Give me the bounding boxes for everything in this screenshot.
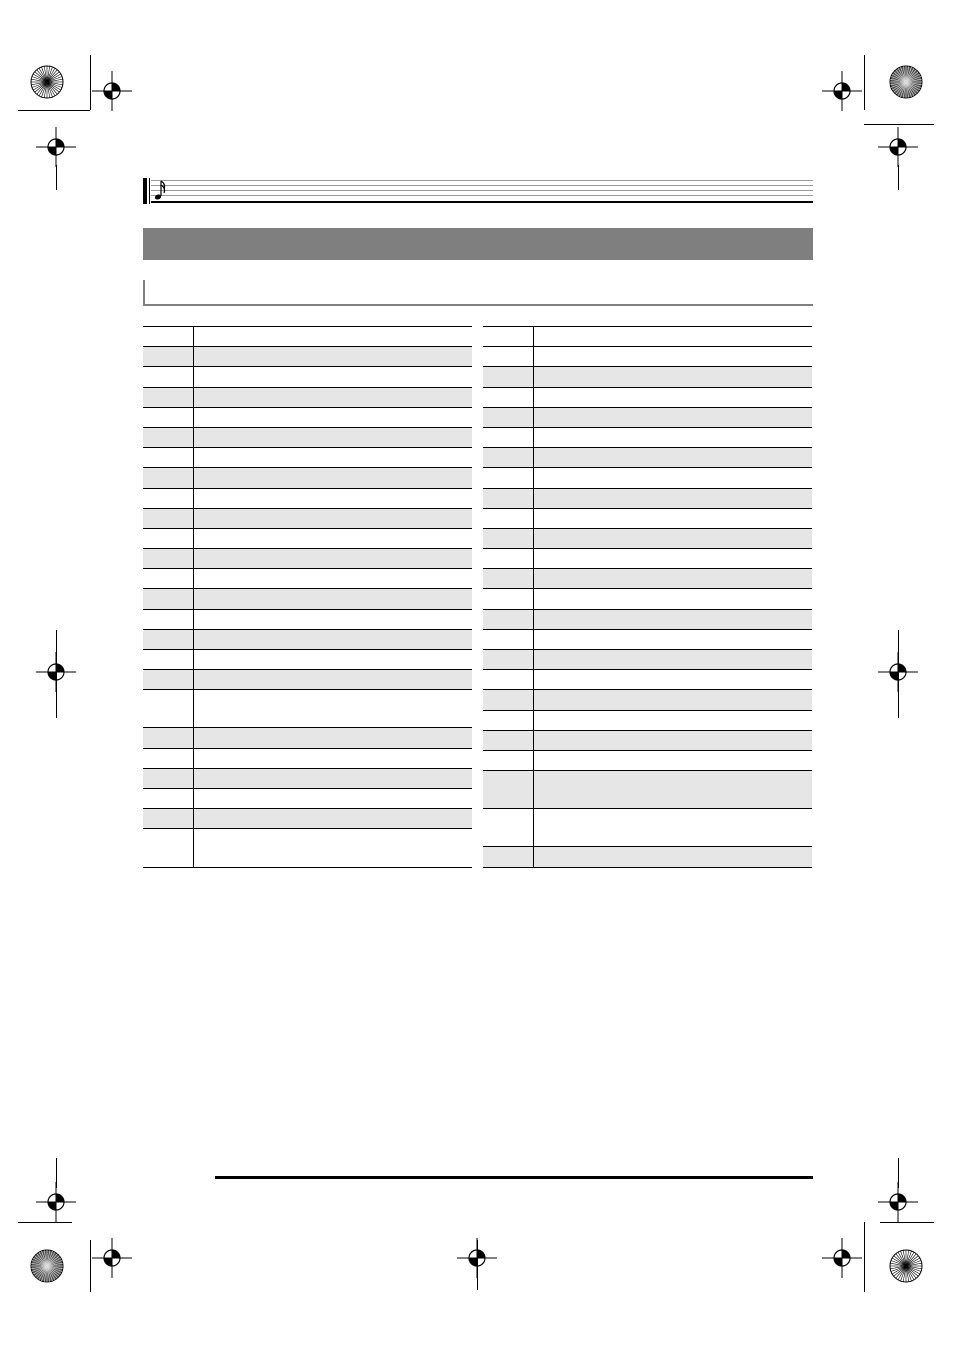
music-note-icon [151, 178, 171, 204]
table-row [143, 749, 472, 769]
table-row [143, 327, 472, 347]
tone-list-table-right [483, 326, 812, 868]
tone-number-cell [143, 809, 194, 828]
table-row [143, 670, 472, 690]
crop-line [90, 1240, 91, 1292]
tone-number-cell [143, 650, 194, 669]
table-row [483, 327, 812, 347]
tone-number-cell [143, 468, 194, 487]
tone-name-cell [534, 509, 812, 528]
tone-number-cell [143, 749, 194, 768]
tone-name-cell [534, 809, 812, 846]
table-row [483, 589, 812, 609]
registration-wheel-icon [889, 65, 923, 99]
tone-name-cell [194, 367, 472, 386]
table-row [483, 650, 812, 670]
tone-name-cell [194, 468, 472, 487]
crosshair-icon [878, 1182, 918, 1222]
tone-number-cell [483, 367, 534, 386]
crop-line [18, 1222, 72, 1223]
tone-name-cell [194, 690, 472, 727]
crop-line [898, 165, 899, 190]
table-row [143, 489, 472, 509]
tone-name-cell [534, 751, 812, 770]
staff-bar-thin [149, 178, 150, 204]
tone-name-cell [534, 408, 812, 427]
table-row [143, 809, 472, 829]
tone-name-cell [194, 489, 472, 508]
table-row [143, 509, 472, 529]
tone-name-cell [194, 829, 472, 867]
table-row [483, 610, 812, 630]
tone-number-cell [143, 509, 194, 528]
tone-number-cell [143, 388, 194, 407]
table-row [143, 610, 472, 630]
crosshair-icon [36, 1182, 76, 1222]
tone-name-cell [194, 428, 472, 447]
table-row [483, 549, 812, 569]
crosshair-icon [822, 1238, 862, 1278]
table-row [483, 731, 812, 751]
tone-number-cell [483, 630, 534, 649]
crosshair-icon [36, 127, 76, 167]
staff-line [151, 190, 813, 191]
tone-number-cell [483, 428, 534, 447]
tone-number-cell [143, 529, 194, 548]
crop-line [18, 110, 90, 111]
tone-number-cell [483, 569, 534, 588]
tone-name-cell [194, 610, 472, 629]
table-row [483, 630, 812, 650]
tone-name-cell [534, 630, 812, 649]
table-row [143, 549, 472, 569]
tone-name-cell [194, 728, 472, 747]
tone-number-cell [143, 690, 194, 727]
tone-name-cell [534, 529, 812, 548]
subsection-heading [143, 280, 813, 306]
table-row [483, 388, 812, 408]
crop-line [898, 1158, 899, 1188]
tone-name-cell [194, 388, 472, 407]
tone-list-table-left [143, 326, 472, 868]
table-row [143, 789, 472, 809]
table-row [143, 829, 472, 867]
tone-number-cell [483, 468, 534, 487]
tone-name-cell [194, 448, 472, 467]
table-row [143, 408, 472, 428]
tone-name-cell [534, 610, 812, 629]
tone-name-cell [194, 327, 472, 346]
tone-name-cell [534, 771, 812, 808]
crop-line [864, 1222, 865, 1292]
tone-name-cell [194, 549, 472, 568]
registration-wheel-icon [30, 1249, 64, 1283]
table-row [483, 690, 812, 710]
tone-name-cell [194, 809, 472, 828]
staff-bar [143, 178, 147, 204]
tone-number-cell [483, 529, 534, 548]
tone-name-cell [534, 650, 812, 669]
tone-number-cell [483, 771, 534, 808]
tone-name-cell [534, 549, 812, 568]
crop-line [477, 1240, 478, 1290]
tone-number-cell [483, 731, 534, 750]
tone-number-cell [143, 728, 194, 747]
tone-name-cell [194, 769, 472, 788]
tone-number-cell [143, 428, 194, 447]
tone-name-cell [534, 347, 812, 366]
table-row [143, 448, 472, 468]
table-row [143, 347, 472, 367]
crop-line [864, 55, 865, 110]
tone-name-cell [194, 589, 472, 608]
staff-line [151, 195, 813, 196]
tone-number-cell [483, 347, 534, 366]
tone-name-cell [534, 468, 812, 487]
tone-number-cell [143, 549, 194, 568]
tone-number-cell [483, 847, 534, 867]
table-row [483, 847, 812, 867]
tone-number-cell [483, 509, 534, 528]
registration-wheel-icon [30, 65, 64, 99]
staff-header [143, 178, 813, 204]
tone-name-cell [534, 428, 812, 447]
crosshair-icon [92, 1238, 132, 1278]
tone-number-cell [483, 690, 534, 709]
tone-number-cell [483, 589, 534, 608]
tone-name-cell [194, 347, 472, 366]
tone-number-cell [483, 711, 534, 730]
tone-number-cell [483, 549, 534, 568]
tone-number-cell [143, 367, 194, 386]
table-row [483, 670, 812, 690]
tone-name-cell [534, 367, 812, 386]
table-row [143, 428, 472, 448]
tone-name-cell [194, 749, 472, 768]
crop-line [864, 124, 934, 125]
crosshair-icon [878, 127, 918, 167]
table-row [143, 690, 472, 728]
section-title-bar [143, 228, 813, 260]
staff-line [151, 185, 813, 186]
tone-name-cell [534, 670, 812, 689]
tone-number-cell [483, 489, 534, 508]
table-row [483, 428, 812, 448]
crop-line [56, 1158, 57, 1188]
tone-name-cell [534, 489, 812, 508]
tone-number-cell [483, 610, 534, 629]
tone-number-cell [483, 408, 534, 427]
crop-line [880, 1222, 934, 1223]
tone-number-cell [143, 789, 194, 808]
tone-number-cell [143, 347, 194, 366]
tone-name-cell [194, 630, 472, 649]
footer-rule [215, 1176, 813, 1179]
crosshair-icon [822, 71, 862, 111]
tone-name-cell [194, 408, 472, 427]
tone-number-cell [143, 630, 194, 649]
tone-number-cell [143, 327, 194, 346]
tone-name-cell [534, 569, 812, 588]
tone-number-cell [143, 569, 194, 588]
tone-name-cell [534, 448, 812, 467]
table-row [483, 347, 812, 367]
tone-number-cell [143, 489, 194, 508]
tone-name-cell [194, 670, 472, 689]
tone-number-cell [483, 809, 534, 846]
table-row [483, 771, 812, 809]
crop-line [90, 55, 91, 110]
tone-number-cell [483, 650, 534, 669]
table-row [483, 408, 812, 428]
table-row [483, 367, 812, 387]
tone-number-cell [143, 829, 194, 867]
crop-line [56, 165, 57, 190]
crop-line [56, 630, 57, 718]
tone-name-cell [534, 589, 812, 608]
table-row [143, 529, 472, 549]
table-row [143, 589, 472, 609]
tone-number-cell [483, 751, 534, 770]
tone-number-cell [483, 388, 534, 407]
table-row [483, 529, 812, 549]
tone-name-cell [194, 650, 472, 669]
crop-line [898, 630, 899, 718]
tone-name-cell [194, 789, 472, 808]
table-row [143, 569, 472, 589]
table-row [483, 711, 812, 731]
tone-name-cell [534, 388, 812, 407]
tone-name-cell [534, 690, 812, 709]
table-row [483, 448, 812, 468]
table-row [143, 728, 472, 748]
table-row [483, 809, 812, 847]
table-row [483, 751, 812, 771]
tone-number-cell [143, 448, 194, 467]
table-row [483, 509, 812, 529]
table-row [143, 630, 472, 650]
tone-number-cell [483, 448, 534, 467]
tone-name-cell [534, 731, 812, 750]
crosshair-icon [92, 71, 132, 111]
registration-wheel-icon [889, 1249, 923, 1283]
tone-name-cell [534, 327, 812, 346]
table-row [143, 388, 472, 408]
tone-number-cell [143, 670, 194, 689]
tone-name-cell [194, 509, 472, 528]
tone-number-cell [483, 327, 534, 346]
tone-name-cell [534, 847, 812, 867]
table-row [143, 468, 472, 488]
table-row [483, 569, 812, 589]
tone-name-cell [194, 529, 472, 548]
table-row [143, 367, 472, 387]
staff-line [151, 180, 813, 181]
table-row [483, 468, 812, 488]
tone-number-cell [143, 589, 194, 608]
table-row [483, 489, 812, 509]
tone-number-cell [143, 408, 194, 427]
staff-line-bottom [151, 201, 813, 203]
tone-name-cell [534, 711, 812, 730]
tone-number-cell [483, 670, 534, 689]
tone-number-cell [143, 769, 194, 788]
tone-name-cell [194, 569, 472, 588]
table-row [143, 650, 472, 670]
table-row [143, 769, 472, 789]
tone-number-cell [143, 610, 194, 629]
